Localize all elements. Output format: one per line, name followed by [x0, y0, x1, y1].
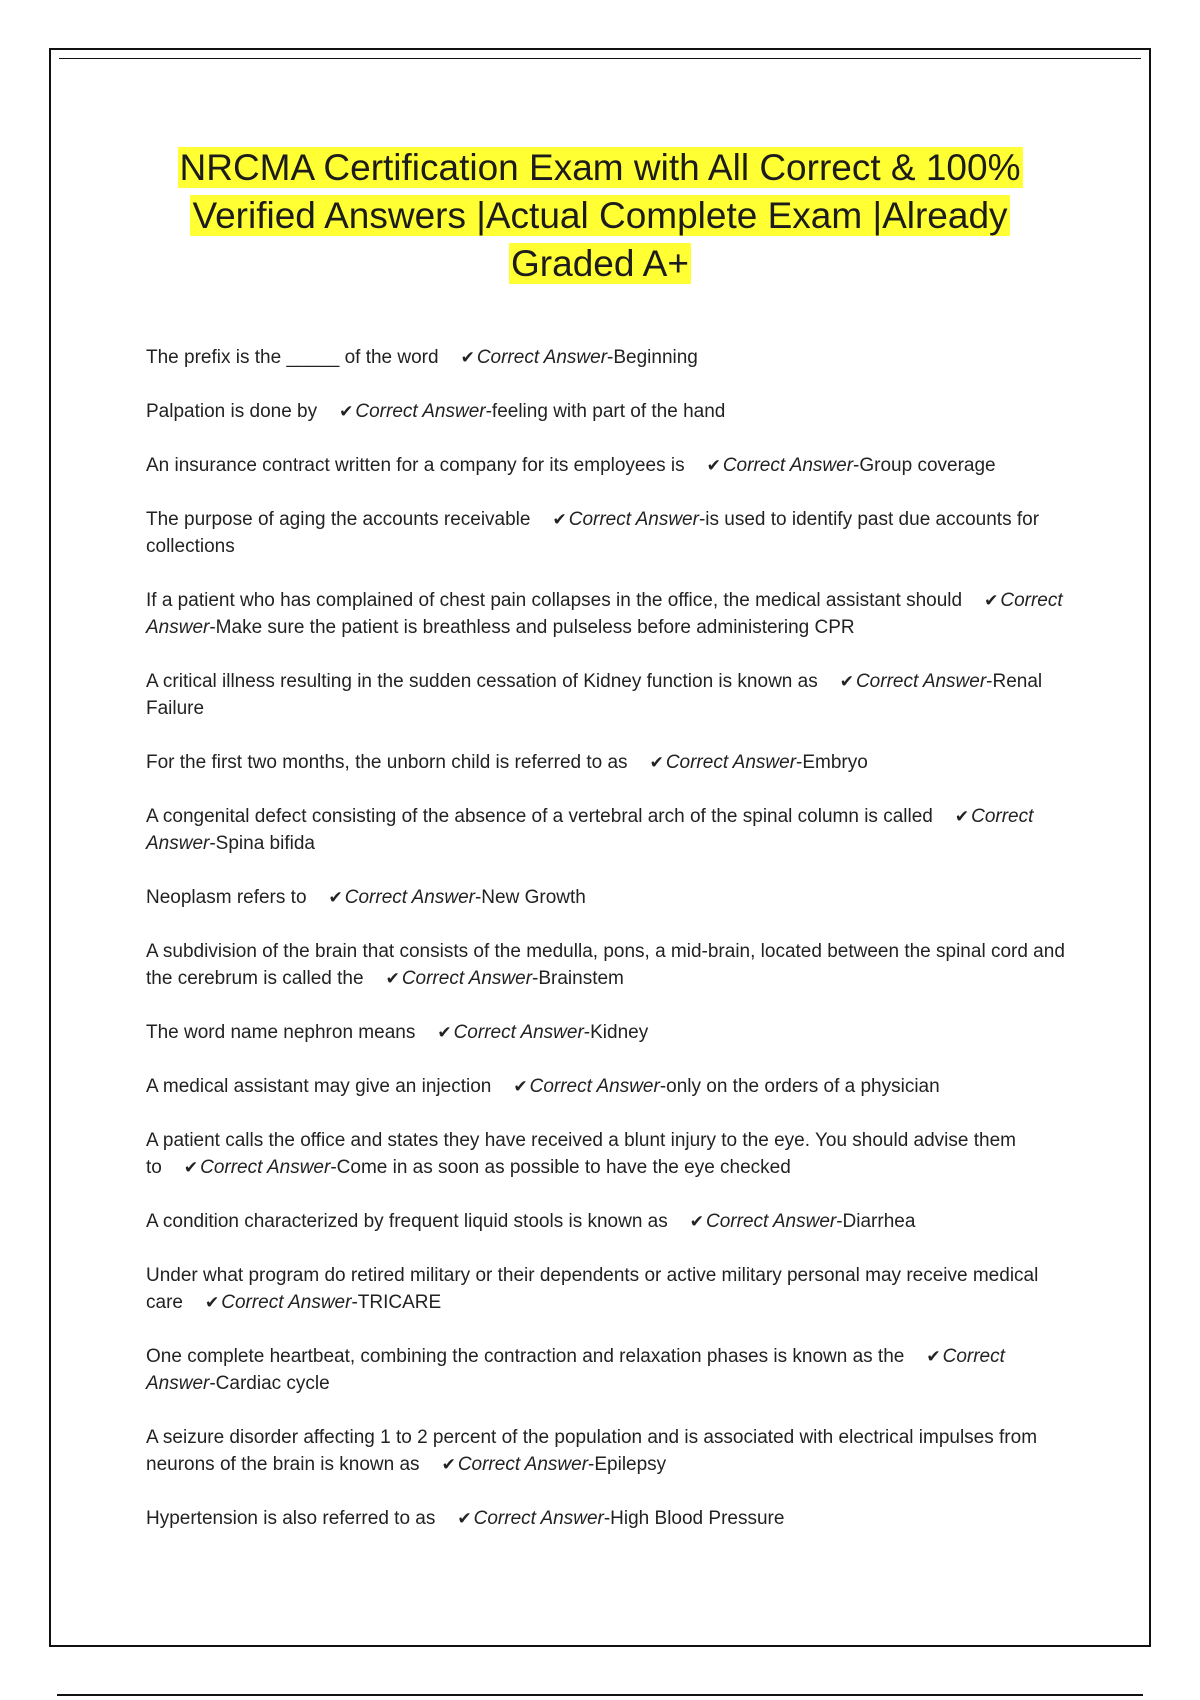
answer-label: Correct Answer — [146, 806, 1034, 854]
check-icon: ✔ — [183, 1158, 199, 1177]
answer-text: -feeling with part of the hand — [485, 401, 726, 422]
check-icon: ✔ — [649, 753, 664, 772]
qa-item — [146, 1424, 1066, 1478]
answer-label: Correct Answer — [473, 1508, 604, 1529]
answer-text: -Beginning — [607, 347, 698, 368]
question-text: A condition characterized by frequent liquid stools is known as — [146, 1211, 668, 1232]
document-title — [150, 144, 1050, 288]
check-icon: ✔ — [926, 1347, 941, 1366]
answer-text: -Make sure the patient is breathless and pulseless before administering CPR — [209, 617, 855, 638]
question-text: If a patient who has complained of chest pain collapses in the office, the medical assistant should — [146, 590, 963, 611]
question-answer-list — [146, 344, 1066, 1559]
question-text: A critical illness resulting in the sudden cessation of Kidney function is known as — [146, 671, 818, 692]
qa-item — [146, 668, 1066, 722]
answer-label: Correct Answer — [476, 347, 608, 368]
question-text: A patient calls the office and states they have received a blunt injury to the eye. You should advise them to — [146, 1130, 1016, 1178]
qa-item — [146, 1262, 1066, 1316]
question-text: An insurance contract written for a company for its employees is — [146, 455, 685, 476]
answer-text: -only on the orders of a physician — [659, 1076, 940, 1097]
answer-label: Correct Answer — [355, 401, 486, 422]
qa-item — [146, 398, 1066, 425]
title-line: NRCMA Certification Exam with All Correct & 100% — [179, 147, 1021, 188]
check-icon: ✔ — [457, 1509, 472, 1528]
question-text: The prefix is the _____ of the word — [146, 347, 439, 368]
check-icon: ✔ — [437, 1023, 452, 1042]
title-line: Graded A+ — [511, 243, 689, 284]
answer-text: -TRICARE — [351, 1292, 442, 1313]
qa-item — [146, 1208, 1066, 1235]
qa-item — [146, 1127, 1066, 1181]
check-icon: ✔ — [339, 402, 354, 421]
answer-label: Correct Answer — [401, 968, 533, 989]
answer-label: Correct Answer — [344, 887, 475, 908]
question-text: Under what program do retired military or their dependents or active military personal may receive medical care — [146, 1265, 1039, 1313]
answer-label: Correct Answer — [665, 752, 797, 773]
check-icon: ✔ — [984, 591, 999, 610]
qa-item — [146, 749, 1066, 776]
check-icon: ✔ — [513, 1077, 528, 1096]
title-line: Verified Answers |Actual Complete Exam |Already — [192, 195, 1008, 236]
qa-item — [146, 344, 1066, 371]
answer-label: Correct Answer — [221, 1292, 352, 1313]
answer-label: Correct Answer — [453, 1022, 584, 1043]
check-icon: ✔ — [954, 807, 970, 826]
answer-text: -Cardiac cycle — [209, 1373, 330, 1394]
answer-label: Correct Answer — [568, 509, 699, 530]
answer-label: Correct Answer — [529, 1076, 660, 1097]
answer-label: Correct Answer — [855, 671, 987, 692]
answer-label: Correct Answer — [200, 1157, 331, 1178]
question-text: A medical assistant may give an injection — [146, 1076, 492, 1097]
answer-text: -New Growth — [474, 887, 586, 908]
qa-item — [146, 587, 1066, 641]
check-icon: ✔ — [460, 348, 475, 367]
question-text: A seizure disorder affecting 1 to 2 percent of the population and is associated with electrical impulses from neurons of the brain is known as — [146, 1427, 1038, 1475]
qa-item — [146, 1073, 1066, 1100]
qa-item — [146, 1019, 1066, 1046]
answer-label: Correct Answer — [457, 1454, 589, 1475]
check-icon: ✔ — [552, 510, 567, 529]
check-icon: ✔ — [839, 672, 854, 691]
answer-text: -Spina bifida — [209, 833, 315, 854]
qa-item — [146, 884, 1066, 911]
answer-text: -Group coverage — [853, 455, 996, 476]
question-text: The purpose of aging the accounts receivable — [146, 509, 531, 530]
question-text: Palpation is done by — [146, 401, 318, 422]
check-icon: ✔ — [204, 1293, 220, 1312]
answer-text: -High Blood Pressure — [603, 1508, 785, 1529]
qa-item — [146, 803, 1066, 857]
answer-text: -Renal Failure — [146, 671, 1043, 719]
answer-text: -Embryo — [796, 752, 868, 773]
check-icon: ✔ — [385, 969, 400, 988]
answer-label: Correct Answer — [706, 1211, 837, 1232]
question-text: For the first two months, the unborn child is referred to as — [146, 752, 628, 773]
qa-item — [146, 1505, 1066, 1532]
question-text: Hypertension is also referred to as — [146, 1508, 436, 1529]
answer-label: Correct Answer — [722, 455, 854, 476]
question-text: One complete heartbeat, combining the contraction and relaxation phases is known as the — [146, 1346, 905, 1367]
question-text: A congenital defect consisting of the absence of a vertebral arch of the spinal column is called — [146, 806, 933, 827]
qa-item — [146, 1343, 1066, 1397]
question-text: The word name nephron means — [146, 1022, 416, 1043]
qa-item — [146, 452, 1066, 479]
question-text: A subdivision of the brain that consists of the medulla, pons, a mid-brain, located between the spinal cord and the cerebrum is called the — [146, 941, 1065, 989]
qa-item — [146, 506, 1066, 560]
check-icon: ✔ — [689, 1212, 704, 1231]
answer-text: -Kidney — [583, 1022, 649, 1043]
answer-text: -is used to identify past due accounts for collections — [146, 509, 1040, 557]
check-icon: ✔ — [706, 456, 721, 475]
bottom-rule — [57, 1694, 1143, 1696]
top-rule — [59, 58, 1141, 59]
answer-label: Correct Answer — [146, 590, 1063, 638]
answer-text: -Diarrhea — [836, 1211, 916, 1232]
question-text: Neoplasm refers to — [146, 887, 307, 908]
qa-item — [146, 938, 1066, 992]
answer-label: Correct Answer — [146, 1346, 1005, 1394]
check-icon: ✔ — [441, 1455, 456, 1474]
answer-text: -Brainstem — [532, 968, 624, 989]
answer-text: -Epilepsy — [588, 1454, 667, 1475]
check-icon: ✔ — [328, 888, 343, 907]
answer-text: -Come in as soon as possible to have the eye checked — [330, 1157, 791, 1178]
